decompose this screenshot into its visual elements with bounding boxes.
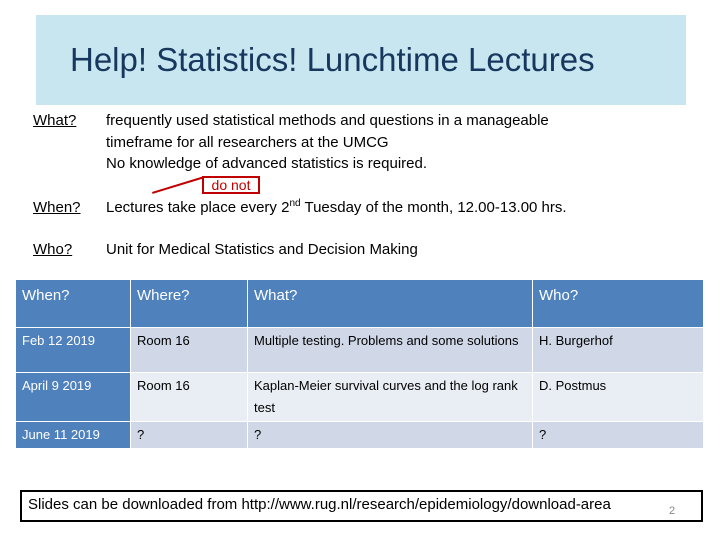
when-text-before: Lectures take place every 2 (106, 199, 290, 216)
who-label: Who? (33, 241, 73, 258)
cell-who: ? (533, 422, 704, 449)
what-line-2: timeframe for all researchers at the UMCG (106, 134, 389, 151)
cell-where: Room 16 (131, 373, 248, 422)
annotation-box: do not (202, 176, 260, 194)
cell-where: Room 16 (131, 328, 248, 373)
download-note: Slides can be downloaded from http://www.rug.nl/research/epidemiology/download-area (20, 490, 703, 522)
when-text-sup: nd (289, 198, 301, 209)
schedule-table (15, 279, 704, 449)
header-who: Who? (533, 280, 704, 328)
table-row (16, 422, 704, 449)
when-text-after: Tuesday of the month, 12.00-13.00 hrs. (300, 199, 567, 216)
header-when: When? (16, 280, 131, 328)
cell-who: D. Postmus (533, 373, 704, 422)
cell-what: Kaplan-Meier survival curves and the log rank test (248, 373, 533, 422)
what-line-3: No knowledge of advanced statistics is required. (106, 155, 428, 172)
page-title: Help! Statistics! Lunchtime Lectures (70, 41, 595, 78)
table-row (16, 328, 704, 373)
when-label: When? (33, 199, 81, 216)
cell-who: H. Burgerhof (533, 328, 704, 373)
cell-when: April 9 2019 (16, 373, 131, 422)
when-text (106, 199, 567, 216)
annotation-arrow (152, 176, 205, 194)
table-row (16, 373, 704, 422)
cell-what: Multiple testing. Problems and some solutions (248, 328, 533, 373)
cell-where: ? (131, 422, 248, 449)
cell-what: ? (248, 422, 533, 449)
cell-when: June 11 2019 (16, 422, 131, 449)
what-label: What? (33, 112, 77, 129)
header-where: Where? (131, 280, 248, 328)
page-number: 2 (669, 505, 676, 517)
header-what: What? (248, 280, 533, 328)
table-header-row (16, 280, 704, 328)
what-line-1: frequently used statistical methods and questions in a manageable (106, 112, 549, 129)
cell-when: Feb 12 2019 (16, 328, 131, 373)
who-text: Unit for Medical Statistics and Decision Making (106, 241, 418, 258)
